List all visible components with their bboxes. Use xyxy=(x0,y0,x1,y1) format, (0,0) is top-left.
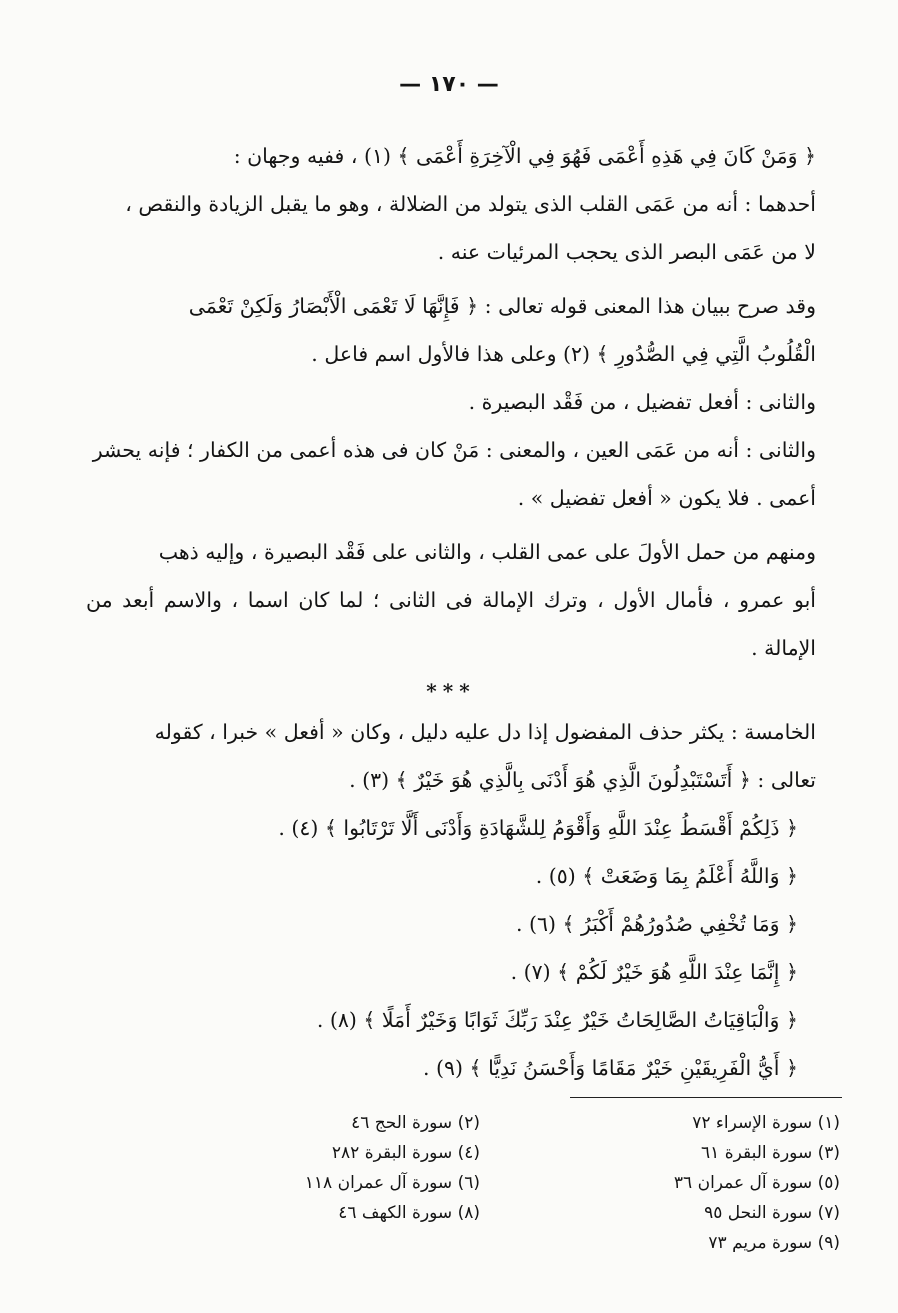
section-separator: *** xyxy=(426,679,476,703)
text-line: الْقُلُوبُ الَّتِي فِي الصُّدُورِ ﴾ (٢) وعلى هذا فالأول اسم فاعل . xyxy=(311,342,816,366)
footnote-divider xyxy=(570,1097,842,1098)
text-line: تعالى : ﴿ أَتَسْتَبْدِلُونَ الَّذِي هُوَ أَدْنَى بِالَّذِي هُوَ خَيْرٌ ﴾ (٣) . xyxy=(349,768,816,792)
quran-verse: ﴿ وَالْبَاقِيَاتُ الصَّالِحَاتُ خَيْرٌ عِنْدَ رَبِّكَ ثَوَابًا وَخَيْرٌ أَمَلًا ﴾ (٨) . xyxy=(316,1008,798,1032)
page-number: — ١٧٠ — xyxy=(399,72,499,97)
quran-verse: ﴿ وَاللَّهُ أَعْلَمُ بِمَا وَضَعَتْ ﴾ (٥) . xyxy=(535,864,798,888)
text-line: ومنهم من حمل الأولَ على عمى القلب ، والثانى على فَقْد البصيرة ، وإليه ذهب xyxy=(158,540,816,564)
footnote: (٤) سورة البقرة ٢٨٢ xyxy=(331,1143,480,1163)
text-line: والثانى : أنه من عَمَى العين ، والمعنى : مَنْ كان فى هذه أعمى من الكفار ؛ فإنه يحشر xyxy=(92,438,816,462)
text-line: لا من عَمَى البصر الذى يحجب المرئيات عنه . xyxy=(437,240,816,264)
quran-verse: ﴿ إِنَّمَا عِنْدَ اللَّهِ هُوَ خَيْرٌ لَكُمْ ﴾ (٧) . xyxy=(510,960,798,984)
text-line: ﴿ وَمَنْ كَانَ فِي هَذِهِ أَعْمَى فَهُوَ فِي الْآخِرَةِ أَعْمَى ﴾ (١) ، ففيه وجهان : xyxy=(233,144,816,168)
text-line: الخامسة : يكثر حذف المفضول إذا دل عليه دليل ، وكان « أفعل » خبرا ، كقوله xyxy=(154,720,816,744)
footnote: (٩) سورة مريم ٧٣ xyxy=(708,1233,840,1253)
text-line: والثانى : أفعل تفضيل ، من فَقْد البصيرة . xyxy=(468,390,816,414)
footnote: (٧) سورة النحل ٩٥ xyxy=(704,1203,840,1223)
quran-verse: ﴿ ذَلِكُمْ أَقْسَطُ عِنْدَ اللَّهِ وَأَقْوَمُ لِلشَّهَادَةِ وَأَدْنَى أَلَّا تَرْتَابُوا ﴾ (٤) . xyxy=(278,816,798,840)
quran-verse: ﴿ أَيُّ الْفَرِيقَيْنِ خَيْرٌ مَقَامًا وَأَحْسَنُ نَدِيًّا ﴾ (٩) . xyxy=(422,1056,798,1080)
footnote: (٨) سورة الكهف ٤٦ xyxy=(338,1203,480,1223)
footnote: (٦) سورة آل عمران ١١٨ xyxy=(304,1173,480,1193)
text-line: أحدهما : أنه من عَمَى القلب الذى يتولد من الضلالة ، وهو ما يقبل الزيادة والنقص ، xyxy=(125,192,816,216)
main-text xyxy=(86,132,816,1092)
footnote: (٢) سورة الحج ٤٦ xyxy=(351,1113,480,1133)
text-line: أعمى . فلا يكون « أفعل تفضيل » . xyxy=(517,486,816,510)
footnote: (١) سورة الإسراء ٧٢ xyxy=(692,1113,840,1133)
text-line: أبو عمرو ، فأمال الأول ، وترك الإمالة فى الثانى ؛ لما كان اسما ، والاسم أبعد من الإمالة . xyxy=(86,588,816,660)
footnotes xyxy=(180,1108,840,1258)
text-line: وقد صرح ببيان هذا المعنى قوله تعالى : ﴿ فَإِنَّهَا لَا تَعْمَى الْأَبْصَارُ وَلَكِنْ تَعْمَى xyxy=(188,294,816,318)
quran-verse: ﴿ وَمَا تُخْفِي صُدُورُهُمْ أَكْبَرُ ﴾ (٦) . xyxy=(515,912,798,936)
footnote: (٥) سورة آل عمران ٣٦ xyxy=(673,1173,840,1193)
footnote: (٣) سورة البقرة ٦١ xyxy=(701,1143,840,1163)
